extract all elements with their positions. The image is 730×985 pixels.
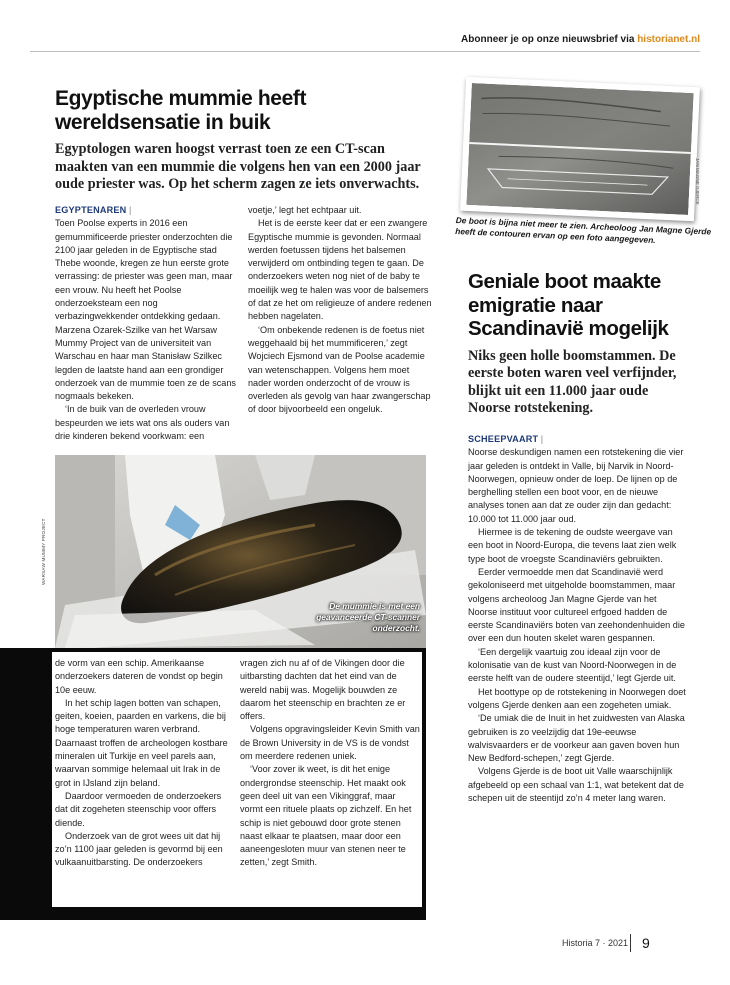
paragraph: voetje,’ legt het echtpaar uit.	[248, 205, 362, 215]
paragraph: Onderzoek van de grot wees uit dat hij zo’n 1100 jaar geleden is gevormd bij een vulkaanuitbarsting. De onderzoekers	[55, 830, 223, 868]
paragraph: ‘In de buik van de overleden vrouw bespeurden we iets wat ons als ouders van drie kinderen bekend voorkwam: een	[55, 404, 230, 442]
paragraph: de vorm van een schip. Amerikaanse onderzoekers dateren de vondst op begin 10e eeuw.	[55, 658, 223, 695]
paragraph: Toen Poolse experts in 2016 een gemummificeerde priester onderzochten die 2100 jaar geleden in de Egyptische stad Thebe woonde, kregen ze hun eerste grote verrassing: de priester was geen man, maar een vrouw. Nu heeft het Poolse onderzoeksteam een nog verbazingwekkender ontdekking gedaan. Marzena Ozarek-Szilke van het Warsaw Mummy Project van de universiteit van Warschau en haar man Stanisław Szilkec legden de laatste hand aan een grondiger onderzoek van de mummie toen ze de scans nogmaals bekeken.	[55, 218, 236, 402]
article1-kicker: EGYPTENAREN	[55, 205, 127, 215]
mummy-photo-caption: De mummie is met een geavanceerde CT-scanner onderzocht.	[316, 601, 420, 633]
article1-column-1: EGYPTENAREN | Toen Poolse experts in 2016 een gemummificeerde priester onderzochten die 2100 jaar geleden in de Egyptische stad Thebe woonde, kregen ze hun eerste grote verrassing: de priester was geen man, maar een vrouw. Nu heeft het Poolse onderzoeksteam een nog verbazingwekkender ontdekking gedaan. Marzena Ozarek-Szilke van het Warsaw Mummy Project van de universiteit van Warschau en haar man Stanisław Szilkec legden de laatste hand aan een grondiger onderzoek van de mummie toen ze de scans nogmaals bekeken. ‘In de buik van de overleden vrouw bespeurden we iets wat ons als ouders van drie kinderen bekend voorkwam: een	[55, 204, 241, 443]
paragraph: Hiermee is de tekening de oudste weergave van een boot in Noord-Europa, die tevens laat zien welk type boot de vroegste Scandinaviërs gebruikten.	[468, 527, 677, 564]
page-number: 9	[642, 935, 650, 951]
article2-column: SCHEEPVAART | Noorse deskundigen namen een rotstekening die vier jaar geleden is ontdekt in Valle, bij Narvik in Noord-Noorwegen, opnieuw onder de loep. De lijnen op de berghelling stellen een boot voor, en de nieuwe analyses tonen aan dat ze ouder zijn dan gedacht: 10.000 tot 11.000 jaar oud. Hiermee is de tekening de oudste weergave van een boot in Noord-Europa, die tevens laat zien welk type boot de vroegste Scandinaviërs gebruikten. Eerder vermoedde men dat Scandinavië werd gekoloniseerd met uitgeholde boomstammen, maar volgens archeoloog Jan Magne Gjerde van het Noorse instituut voor cultureel erfgoed hadden de eerste Scandinaviërs boten van zeehondenhuiden die over een dun houten skelet waren gespannen. ‘Een dergelijk vaartuig zou ideaal zijn voor de kolonisatie van de kust van Noord-Noorwegen in de eerste helft van de oudere steentijd,’ legt Gjerde uit. Het boottype op de rotstekening in Noorwegen doet volgens Gjerde denken aan een zogeheten umiak. ‘De umiak die de Inuit in het zuidwesten van Alaska gebruiken is zo veelzijdig dat 19e-eeuwse walvisvaarders er de voorkeur aan gaven boven hun New Bedford-schepen,’ zegt Gjerde. Volgens Gjerde is de boot uit Valle waarschijnlijk afgebeeld op een schaal van 1:1, wat betekent dat de schepen uit de steentijd zo’n 4 meter lang waren.	[468, 433, 688, 805]
newsletter-link[interactable]: historianet.nl	[637, 34, 700, 45]
article2-title: Geniale boot maakte emigratie naar Scandinavië mogelijk	[468, 270, 669, 340]
paragraph: ‘Een dergelijk vaartuig zou ideaal zijn voor de kolonisatie van de kust van Noord-Noorwegen in de eerste helft van de oudere steentijd,’ legt Gjerde uit.	[468, 646, 677, 684]
boat-continuation-column-2	[240, 657, 420, 903]
newsletter-banner	[30, 34, 700, 48]
rock-carving-photo	[460, 77, 700, 221]
boat-continuation-column-1	[55, 657, 231, 903]
article2-kicker: SCHEEPVAART	[468, 434, 539, 444]
magazine-issue: Historia 7 · 2021	[561, 938, 628, 948]
paragraph: Noorse deskundigen namen een rotstekening die vier jaar geleden is ontdekt in Valle, bij Narvik in Noord-Noorwegen, opnieuw onder de loep. De lijnen op de berghelling stellen een boot voor, en de nieuwe analyses tonen aan dat ze ouder zijn dan gedacht: 10.000 tot 11.000 jaar oud.	[468, 447, 684, 524]
paragraph: Eerder vermoedde men dat Scandinavië werd gekoloniseerd met uitgeholde boomstammen, maar volgens archeoloog Jan Magne Gjerde van het Noorse instituut voor cultureel erfgoed hadden de eerste Scandinaviërs boten van zeehondenhuiden die over een dun houten skelet waren gespannen.	[468, 566, 685, 644]
paragraph: ‘De umiak die de Inuit in het zuidwesten van Alaska gebruiken is zo veelzijdig dat 19e-eeuwse walvisvaarders er de voorkeur aan gaven boven hun New Bedford-schepen,’ zegt Gjerde.	[468, 713, 685, 764]
article2-lead: Niks geen holle boomstammen. De eerste boten waren veel verfijnder, blijkt uit een 11.000 jaar oude Noorse rotstekening.	[468, 348, 677, 417]
article1-title: Egyptische mummie heeft wereldsensatie in buik	[55, 87, 307, 134]
paragraph: ‘Voor zover ik weet, is dit het enige ondergrondse steenschip. Het maakt ook geen deel uit van een Vikinggraf, maar vormt een rituele plaats op zichzelf. En het schip is niet gebouwd door grote stenen naast elkaar te plaatsen, maar door een aaneengesloten muur van stenen neer te zetten,’ zegt Smith.	[240, 764, 412, 868]
mummy-photo	[55, 455, 426, 648]
paragraph: ‘Om onbekende redenen is de foetus niet weggehaald bij het mummificeren,’ zegt Wojciech Ejsmond van de Poolse academie van wetenschappen. Volgens hem moet nader worden onderzocht of de vrouw is overleden als gevolg van haar zwangerschap of door bijvoorbeeld een ongeluk.	[248, 324, 431, 415]
newsletter-text: Abonneer je op onze nieuwsbrief via	[461, 34, 635, 45]
rock-photo-credit: JAN MAGNE GJERDE	[695, 158, 700, 205]
paragraph: In het schip lagen botten van schapen, geiten, koeien, paarden en varkens, die bij hoge temperaturen waren verbrand. Daarnaast troffen de archeologen kostbare mineralen uit Turkije en veel parels aan, waarvan sommige helemaal uit Irak in de grot in IJsland zijn beland.	[55, 697, 228, 788]
article1-column-2	[248, 204, 434, 417]
article1-lead: Egyptologen waren hoogst verrast toen ze een CT-scan maakten van een mummie die volgens hen van een 2000 jaar oude priester was. Op het scherm zagen ze iets onverwachts.	[55, 141, 421, 193]
paragraph: Volgens opgravingsleider Kevin Smith van de Brown University in de VS is de vondst om meerdere redenen uniek.	[240, 724, 420, 762]
paragraph: vragen zich nu af of de Vikingen door die uitbarsting dachten dat het eind van de wereld nabij was. Mogelijk bouwden ze daarom het steenschip en brachten ze er offers.	[240, 658, 406, 722]
rock-photo-caption: De boot is bijna niet meer te zien. Archeoloog Jan Magne Gjerde heeft de contouren ervan op een foto aangegeven.	[455, 215, 712, 246]
paragraph: Het boottype op de rotstekening in Noorwegen doet volgens Gjerde denken aan een zogeheten umiak.	[468, 686, 686, 710]
paragraph: Het is de eerste keer dat er een zwangere Egyptische mummie is gevonden. Normaal werden foetussen tijdens het balsemen verwijderd om ontbinding tegen te gaan. De onderzoekers weten nog niet of de baby te moeilijk weg te halen was voor de balsemers of dat ze het om religieuze of andere redenen hebben nagelaten.	[248, 218, 432, 322]
paragraph: Volgens Gjerde is de boot uit Valle waarschijnlijk afgebeeld op een schaal van 1:1, wat betekent dat de schepen uit de steentijd zo’n 4 meter lang waren.	[468, 766, 684, 804]
top-divider	[30, 51, 700, 52]
paragraph: Daardoor vermoeden de onderzoekers dat dit zogeheten steenschip voor offers diende.	[55, 790, 222, 828]
footer-divider	[630, 934, 631, 952]
mummy-photo-credit: WARSAW MUMMY PROJECT	[41, 518, 46, 585]
